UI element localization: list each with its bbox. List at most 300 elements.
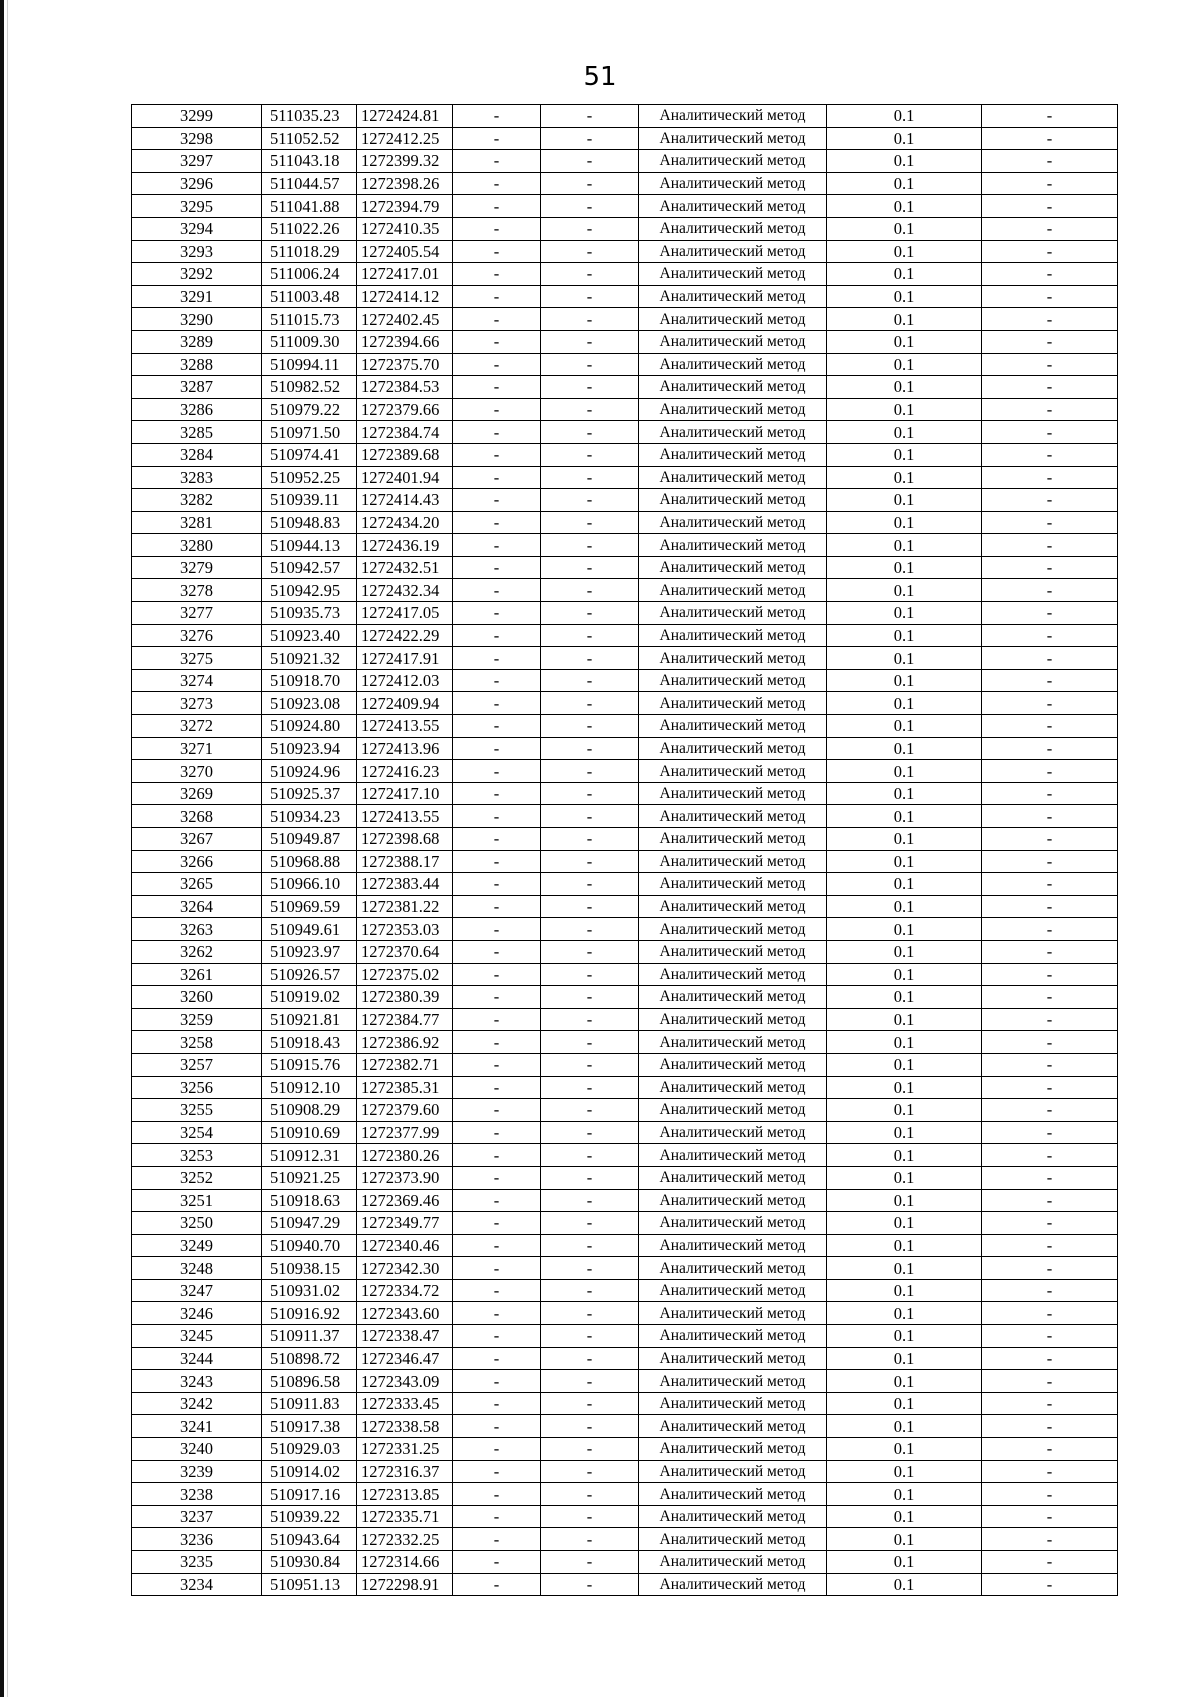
empty-cell-b: - bbox=[541, 1053, 639, 1076]
table-row bbox=[132, 579, 1118, 602]
empty-cell-a: - bbox=[453, 918, 541, 941]
empty-cell-a: - bbox=[453, 1347, 541, 1370]
method-cell: Аналитический метод bbox=[639, 1460, 827, 1483]
empty-cell-a: - bbox=[453, 760, 541, 783]
empty-cell-c: - bbox=[982, 940, 1118, 963]
point-number-cell: 3239 bbox=[132, 1460, 262, 1483]
point-number-cell: 3242 bbox=[132, 1392, 262, 1415]
accuracy-cell: 0.1 bbox=[827, 489, 982, 512]
empty-cell-b: - bbox=[541, 1031, 639, 1054]
empty-cell-c: - bbox=[982, 715, 1118, 738]
empty-cell-c: - bbox=[982, 1415, 1118, 1438]
point-number-cell: 3261 bbox=[132, 963, 262, 986]
table-row bbox=[132, 330, 1118, 353]
empty-cell-c: - bbox=[982, 263, 1118, 286]
empty-cell-b: - bbox=[541, 398, 639, 421]
table-row bbox=[132, 1279, 1118, 1302]
accuracy-cell: 0.1 bbox=[827, 263, 982, 286]
x-coordinate-cell: 510917.16 bbox=[262, 1483, 357, 1506]
y-coordinate-cell: 1272412.03 bbox=[357, 669, 453, 692]
empty-cell-c: - bbox=[982, 1212, 1118, 1235]
table-row bbox=[132, 895, 1118, 918]
method-cell: Аналитический метод bbox=[639, 963, 827, 986]
empty-cell-b: - bbox=[541, 534, 639, 557]
empty-cell-b: - bbox=[541, 1257, 639, 1280]
empty-cell-c: - bbox=[982, 895, 1118, 918]
accuracy-cell: 0.1 bbox=[827, 1008, 982, 1031]
accuracy-cell: 0.1 bbox=[827, 217, 982, 240]
table-row bbox=[132, 602, 1118, 625]
accuracy-cell: 0.1 bbox=[827, 1551, 982, 1574]
y-coordinate-cell: 1272413.96 bbox=[357, 737, 453, 760]
accuracy-cell: 0.1 bbox=[827, 1438, 982, 1461]
point-number-cell: 3258 bbox=[132, 1031, 262, 1054]
empty-cell-c: - bbox=[982, 443, 1118, 466]
method-cell: Аналитический метод bbox=[639, 828, 827, 851]
x-coordinate-cell: 510923.40 bbox=[262, 624, 357, 647]
accuracy-cell: 0.1 bbox=[827, 1370, 982, 1393]
x-coordinate-cell: 510911.83 bbox=[262, 1392, 357, 1415]
empty-cell-b: - bbox=[541, 511, 639, 534]
x-coordinate-cell: 510939.11 bbox=[262, 489, 357, 512]
accuracy-cell: 0.1 bbox=[827, 556, 982, 579]
x-coordinate-cell: 510944.13 bbox=[262, 534, 357, 557]
empty-cell-c: - bbox=[982, 556, 1118, 579]
point-number-cell: 3299 bbox=[132, 105, 262, 128]
empty-cell-b: - bbox=[541, 805, 639, 828]
table-row bbox=[132, 873, 1118, 896]
x-coordinate-cell: 510942.95 bbox=[262, 579, 357, 602]
empty-cell-a: - bbox=[453, 1573, 541, 1596]
y-coordinate-cell: 1272298.91 bbox=[357, 1573, 453, 1596]
accuracy-cell: 0.1 bbox=[827, 669, 982, 692]
empty-cell-c: - bbox=[982, 1347, 1118, 1370]
empty-cell-a: - bbox=[453, 895, 541, 918]
x-coordinate-cell: 510921.81 bbox=[262, 1008, 357, 1031]
empty-cell-a: - bbox=[453, 850, 541, 873]
y-coordinate-cell: 1272413.55 bbox=[357, 805, 453, 828]
empty-cell-a: - bbox=[453, 1031, 541, 1054]
empty-cell-b: - bbox=[541, 895, 639, 918]
x-coordinate-cell: 510948.83 bbox=[262, 511, 357, 534]
empty-cell-b: - bbox=[541, 127, 639, 150]
x-coordinate-cell: 510924.96 bbox=[262, 760, 357, 783]
point-number-cell: 3270 bbox=[132, 760, 262, 783]
empty-cell-b: - bbox=[541, 1551, 639, 1574]
accuracy-cell: 0.1 bbox=[827, 195, 982, 218]
empty-cell-a: - bbox=[453, 940, 541, 963]
accuracy-cell: 0.1 bbox=[827, 647, 982, 670]
x-coordinate-cell: 510926.57 bbox=[262, 963, 357, 986]
y-coordinate-cell: 1272353.03 bbox=[357, 918, 453, 941]
point-number-cell: 3298 bbox=[132, 127, 262, 150]
empty-cell-b: - bbox=[541, 963, 639, 986]
method-cell: Аналитический метод bbox=[639, 1415, 827, 1438]
table-row bbox=[132, 963, 1118, 986]
x-coordinate-cell: 510939.22 bbox=[262, 1505, 357, 1528]
method-cell: Аналитический метод bbox=[639, 760, 827, 783]
accuracy-cell: 0.1 bbox=[827, 692, 982, 715]
y-coordinate-cell: 1272413.55 bbox=[357, 715, 453, 738]
method-cell: Аналитический метод bbox=[639, 715, 827, 738]
point-number-cell: 3290 bbox=[132, 308, 262, 331]
x-coordinate-cell: 510952.25 bbox=[262, 466, 357, 489]
accuracy-cell: 0.1 bbox=[827, 986, 982, 1009]
point-number-cell: 3274 bbox=[132, 669, 262, 692]
x-coordinate-cell: 510898.72 bbox=[262, 1347, 357, 1370]
method-cell: Аналитический метод bbox=[639, 1166, 827, 1189]
table-row bbox=[132, 1551, 1118, 1574]
point-number-cell: 3266 bbox=[132, 850, 262, 873]
empty-cell-b: - bbox=[541, 715, 639, 738]
method-cell: Аналитический метод bbox=[639, 150, 827, 173]
x-coordinate-cell: 510910.69 bbox=[262, 1121, 357, 1144]
point-number-cell: 3240 bbox=[132, 1438, 262, 1461]
x-coordinate-cell: 511009.30 bbox=[262, 330, 357, 353]
empty-cell-a: - bbox=[453, 1415, 541, 1438]
method-cell: Аналитический метод bbox=[639, 1279, 827, 1302]
x-coordinate-cell: 510918.43 bbox=[262, 1031, 357, 1054]
method-cell: Аналитический метод bbox=[639, 1302, 827, 1325]
point-number-cell: 3276 bbox=[132, 624, 262, 647]
empty-cell-c: - bbox=[982, 782, 1118, 805]
empty-cell-a: - bbox=[453, 489, 541, 512]
y-coordinate-cell: 1272389.68 bbox=[357, 443, 453, 466]
x-coordinate-cell: 510931.02 bbox=[262, 1279, 357, 1302]
point-number-cell: 3279 bbox=[132, 556, 262, 579]
method-cell: Аналитический метод bbox=[639, 1121, 827, 1144]
method-cell: Аналитический метод bbox=[639, 511, 827, 534]
x-coordinate-cell: 510951.13 bbox=[262, 1573, 357, 1596]
empty-cell-a: - bbox=[453, 443, 541, 466]
method-cell: Аналитический метод bbox=[639, 805, 827, 828]
table-row bbox=[132, 1031, 1118, 1054]
table-row bbox=[132, 692, 1118, 715]
y-coordinate-cell: 1272402.45 bbox=[357, 308, 453, 331]
table-row bbox=[132, 1189, 1118, 1212]
y-coordinate-cell: 1272338.47 bbox=[357, 1325, 453, 1348]
table-row bbox=[132, 105, 1118, 128]
empty-cell-c: - bbox=[982, 986, 1118, 1009]
empty-cell-a: - bbox=[453, 105, 541, 128]
table-row bbox=[132, 150, 1118, 173]
x-coordinate-cell: 511052.52 bbox=[262, 127, 357, 150]
empty-cell-a: - bbox=[453, 624, 541, 647]
method-cell: Аналитический метод bbox=[639, 1099, 827, 1122]
empty-cell-c: - bbox=[982, 760, 1118, 783]
empty-cell-a: - bbox=[453, 217, 541, 240]
table-row bbox=[132, 240, 1118, 263]
point-number-cell: 3269 bbox=[132, 782, 262, 805]
x-coordinate-cell: 510949.87 bbox=[262, 828, 357, 851]
accuracy-cell: 0.1 bbox=[827, 624, 982, 647]
y-coordinate-cell: 1272316.37 bbox=[357, 1460, 453, 1483]
y-coordinate-cell: 1272384.53 bbox=[357, 376, 453, 399]
table-row bbox=[132, 715, 1118, 738]
y-coordinate-cell: 1272399.32 bbox=[357, 150, 453, 173]
empty-cell-b: - bbox=[541, 376, 639, 399]
method-cell: Аналитический метод bbox=[639, 850, 827, 873]
accuracy-cell: 0.1 bbox=[827, 1212, 982, 1235]
x-coordinate-cell: 510938.15 bbox=[262, 1257, 357, 1280]
x-coordinate-cell: 510923.08 bbox=[262, 692, 357, 715]
empty-cell-c: - bbox=[982, 511, 1118, 534]
empty-cell-a: - bbox=[453, 1212, 541, 1235]
x-coordinate-cell: 510916.92 bbox=[262, 1302, 357, 1325]
method-cell: Аналитический метод bbox=[639, 1212, 827, 1235]
x-coordinate-cell: 510974.41 bbox=[262, 443, 357, 466]
y-coordinate-cell: 1272388.17 bbox=[357, 850, 453, 873]
method-cell: Аналитический метод bbox=[639, 172, 827, 195]
accuracy-cell: 0.1 bbox=[827, 443, 982, 466]
empty-cell-a: - bbox=[453, 1505, 541, 1528]
method-cell: Аналитический метод bbox=[639, 737, 827, 760]
point-number-cell: 3257 bbox=[132, 1053, 262, 1076]
x-coordinate-cell: 510947.29 bbox=[262, 1212, 357, 1235]
empty-cell-a: - bbox=[453, 579, 541, 602]
point-number-cell: 3268 bbox=[132, 805, 262, 828]
empty-cell-b: - bbox=[541, 828, 639, 851]
accuracy-cell: 0.1 bbox=[827, 1144, 982, 1167]
empty-cell-c: - bbox=[982, 1551, 1118, 1574]
point-number-cell: 3294 bbox=[132, 217, 262, 240]
empty-cell-b: - bbox=[541, 1415, 639, 1438]
accuracy-cell: 0.1 bbox=[827, 285, 982, 308]
accuracy-cell: 0.1 bbox=[827, 353, 982, 376]
accuracy-cell: 0.1 bbox=[827, 466, 982, 489]
method-cell: Аналитический метод bbox=[639, 692, 827, 715]
method-cell: Аналитический метод bbox=[639, 353, 827, 376]
empty-cell-c: - bbox=[982, 1325, 1118, 1348]
empty-cell-a: - bbox=[453, 534, 541, 557]
y-coordinate-cell: 1272412.25 bbox=[357, 127, 453, 150]
x-coordinate-cell: 510949.61 bbox=[262, 918, 357, 941]
table-row bbox=[132, 353, 1118, 376]
accuracy-cell: 0.1 bbox=[827, 1483, 982, 1506]
method-cell: Аналитический метод bbox=[639, 1189, 827, 1212]
empty-cell-a: - bbox=[453, 602, 541, 625]
x-coordinate-cell: 510968.88 bbox=[262, 850, 357, 873]
coordinates-table bbox=[131, 104, 1118, 1596]
y-coordinate-cell: 1272384.74 bbox=[357, 421, 453, 444]
x-coordinate-cell: 511043.18 bbox=[262, 150, 357, 173]
table-row bbox=[132, 443, 1118, 466]
x-coordinate-cell: 510943.64 bbox=[262, 1528, 357, 1551]
x-coordinate-cell: 510930.84 bbox=[262, 1551, 357, 1574]
empty-cell-c: - bbox=[982, 1370, 1118, 1393]
accuracy-cell: 0.1 bbox=[827, 1573, 982, 1596]
empty-cell-a: - bbox=[453, 1438, 541, 1461]
y-coordinate-cell: 1272414.43 bbox=[357, 489, 453, 512]
empty-cell-b: - bbox=[541, 150, 639, 173]
empty-cell-c: - bbox=[982, 579, 1118, 602]
table-row bbox=[132, 624, 1118, 647]
x-coordinate-cell: 510912.10 bbox=[262, 1076, 357, 1099]
y-coordinate-cell: 1272432.51 bbox=[357, 556, 453, 579]
empty-cell-a: - bbox=[453, 1189, 541, 1212]
empty-cell-a: - bbox=[453, 1279, 541, 1302]
y-coordinate-cell: 1272424.81 bbox=[357, 105, 453, 128]
empty-cell-c: - bbox=[982, 398, 1118, 421]
method-cell: Аналитический метод bbox=[639, 624, 827, 647]
empty-cell-a: - bbox=[453, 1325, 541, 1348]
method-cell: Аналитический метод bbox=[639, 1551, 827, 1574]
table-row bbox=[132, 1166, 1118, 1189]
x-coordinate-cell: 511022.26 bbox=[262, 217, 357, 240]
empty-cell-a: - bbox=[453, 1053, 541, 1076]
method-cell: Аналитический метод bbox=[639, 127, 827, 150]
empty-cell-c: - bbox=[982, 1279, 1118, 1302]
y-coordinate-cell: 1272432.34 bbox=[357, 579, 453, 602]
method-cell: Аналитический метод bbox=[639, 443, 827, 466]
y-coordinate-cell: 1272373.90 bbox=[357, 1166, 453, 1189]
method-cell: Аналитический метод bbox=[639, 1053, 827, 1076]
method-cell: Аналитический метод bbox=[639, 1325, 827, 1348]
empty-cell-b: - bbox=[541, 1234, 639, 1257]
empty-cell-a: - bbox=[453, 1528, 541, 1551]
empty-cell-c: - bbox=[982, 1483, 1118, 1506]
accuracy-cell: 0.1 bbox=[827, 828, 982, 851]
y-coordinate-cell: 1272381.22 bbox=[357, 895, 453, 918]
table-row bbox=[132, 1053, 1118, 1076]
empty-cell-b: - bbox=[541, 466, 639, 489]
point-number-cell: 3273 bbox=[132, 692, 262, 715]
accuracy-cell: 0.1 bbox=[827, 1166, 982, 1189]
empty-cell-b: - bbox=[541, 240, 639, 263]
table-row bbox=[132, 1505, 1118, 1528]
method-cell: Аналитический метод bbox=[639, 1008, 827, 1031]
accuracy-cell: 0.1 bbox=[827, 1528, 982, 1551]
empty-cell-c: - bbox=[982, 172, 1118, 195]
y-coordinate-cell: 1272394.66 bbox=[357, 330, 453, 353]
x-coordinate-cell: 510919.02 bbox=[262, 986, 357, 1009]
accuracy-cell: 0.1 bbox=[827, 918, 982, 941]
empty-cell-c: - bbox=[982, 421, 1118, 444]
empty-cell-c: - bbox=[982, 850, 1118, 873]
table-row bbox=[132, 669, 1118, 692]
empty-cell-c: - bbox=[982, 1076, 1118, 1099]
empty-cell-a: - bbox=[453, 715, 541, 738]
empty-cell-a: - bbox=[453, 195, 541, 218]
empty-cell-a: - bbox=[453, 421, 541, 444]
empty-cell-c: - bbox=[982, 330, 1118, 353]
point-number-cell: 3235 bbox=[132, 1551, 262, 1574]
table-row bbox=[132, 263, 1118, 286]
point-number-cell: 3287 bbox=[132, 376, 262, 399]
empty-cell-a: - bbox=[453, 873, 541, 896]
point-number-cell: 3295 bbox=[132, 195, 262, 218]
empty-cell-b: - bbox=[541, 1099, 639, 1122]
method-cell: Аналитический метод bbox=[639, 1257, 827, 1280]
accuracy-cell: 0.1 bbox=[827, 737, 982, 760]
accuracy-cell: 0.1 bbox=[827, 1257, 982, 1280]
point-number-cell: 3234 bbox=[132, 1573, 262, 1596]
point-number-cell: 3243 bbox=[132, 1370, 262, 1393]
x-coordinate-cell: 510918.70 bbox=[262, 669, 357, 692]
empty-cell-a: - bbox=[453, 263, 541, 286]
empty-cell-a: - bbox=[453, 805, 541, 828]
empty-cell-c: - bbox=[982, 692, 1118, 715]
empty-cell-c: - bbox=[982, 918, 1118, 941]
point-number-cell: 3264 bbox=[132, 895, 262, 918]
empty-cell-a: - bbox=[453, 1166, 541, 1189]
point-number-cell: 3293 bbox=[132, 240, 262, 263]
empty-cell-c: - bbox=[982, 1189, 1118, 1212]
empty-cell-b: - bbox=[541, 285, 639, 308]
table-row bbox=[132, 760, 1118, 783]
table-row bbox=[132, 376, 1118, 399]
empty-cell-a: - bbox=[453, 1370, 541, 1393]
empty-cell-b: - bbox=[541, 760, 639, 783]
x-coordinate-cell: 510942.57 bbox=[262, 556, 357, 579]
table-row bbox=[132, 1234, 1118, 1257]
y-coordinate-cell: 1272343.09 bbox=[357, 1370, 453, 1393]
y-coordinate-cell: 1272313.85 bbox=[357, 1483, 453, 1506]
accuracy-cell: 0.1 bbox=[827, 760, 982, 783]
accuracy-cell: 0.1 bbox=[827, 1031, 982, 1054]
table-row bbox=[132, 217, 1118, 240]
method-cell: Аналитический метод bbox=[639, 285, 827, 308]
table-row bbox=[132, 1460, 1118, 1483]
empty-cell-b: - bbox=[541, 1528, 639, 1551]
method-cell: Аналитический метод bbox=[639, 1392, 827, 1415]
table-row bbox=[132, 737, 1118, 760]
accuracy-cell: 0.1 bbox=[827, 511, 982, 534]
x-coordinate-cell: 510940.70 bbox=[262, 1234, 357, 1257]
table-row bbox=[132, 1392, 1118, 1415]
x-coordinate-cell: 511003.48 bbox=[262, 285, 357, 308]
x-coordinate-cell: 510921.32 bbox=[262, 647, 357, 670]
y-coordinate-cell: 1272331.25 bbox=[357, 1438, 453, 1461]
table-row bbox=[132, 1370, 1118, 1393]
y-coordinate-cell: 1272346.47 bbox=[357, 1347, 453, 1370]
empty-cell-a: - bbox=[453, 1076, 541, 1099]
point-number-cell: 3272 bbox=[132, 715, 262, 738]
accuracy-cell: 0.1 bbox=[827, 1392, 982, 1415]
x-coordinate-cell: 511006.24 bbox=[262, 263, 357, 286]
table-row bbox=[132, 421, 1118, 444]
accuracy-cell: 0.1 bbox=[827, 1325, 982, 1348]
accuracy-cell: 0.1 bbox=[827, 940, 982, 963]
empty-cell-a: - bbox=[453, 1551, 541, 1574]
accuracy-cell: 0.1 bbox=[827, 602, 982, 625]
method-cell: Аналитический метод bbox=[639, 647, 827, 670]
empty-cell-c: - bbox=[982, 353, 1118, 376]
method-cell: Аналитический метод bbox=[639, 1505, 827, 1528]
empty-cell-a: - bbox=[453, 692, 541, 715]
method-cell: Аналитический метод bbox=[639, 1438, 827, 1461]
point-number-cell: 3283 bbox=[132, 466, 262, 489]
x-coordinate-cell: 510896.58 bbox=[262, 1370, 357, 1393]
x-coordinate-cell: 510911.37 bbox=[262, 1325, 357, 1348]
y-coordinate-cell: 1272379.60 bbox=[357, 1099, 453, 1122]
accuracy-cell: 0.1 bbox=[827, 715, 982, 738]
table-row bbox=[132, 1438, 1118, 1461]
method-cell: Аналитический метод bbox=[639, 940, 827, 963]
empty-cell-a: - bbox=[453, 669, 541, 692]
accuracy-cell: 0.1 bbox=[827, 308, 982, 331]
table-row bbox=[132, 466, 1118, 489]
method-cell: Аналитический метод bbox=[639, 579, 827, 602]
empty-cell-b: - bbox=[541, 1212, 639, 1235]
empty-cell-c: - bbox=[982, 1234, 1118, 1257]
point-number-cell: 3251 bbox=[132, 1189, 262, 1212]
empty-cell-a: - bbox=[453, 1234, 541, 1257]
table-row bbox=[132, 1325, 1118, 1348]
accuracy-cell: 0.1 bbox=[827, 895, 982, 918]
method-cell: Аналитический метод bbox=[639, 1144, 827, 1167]
accuracy-cell: 0.1 bbox=[827, 534, 982, 557]
